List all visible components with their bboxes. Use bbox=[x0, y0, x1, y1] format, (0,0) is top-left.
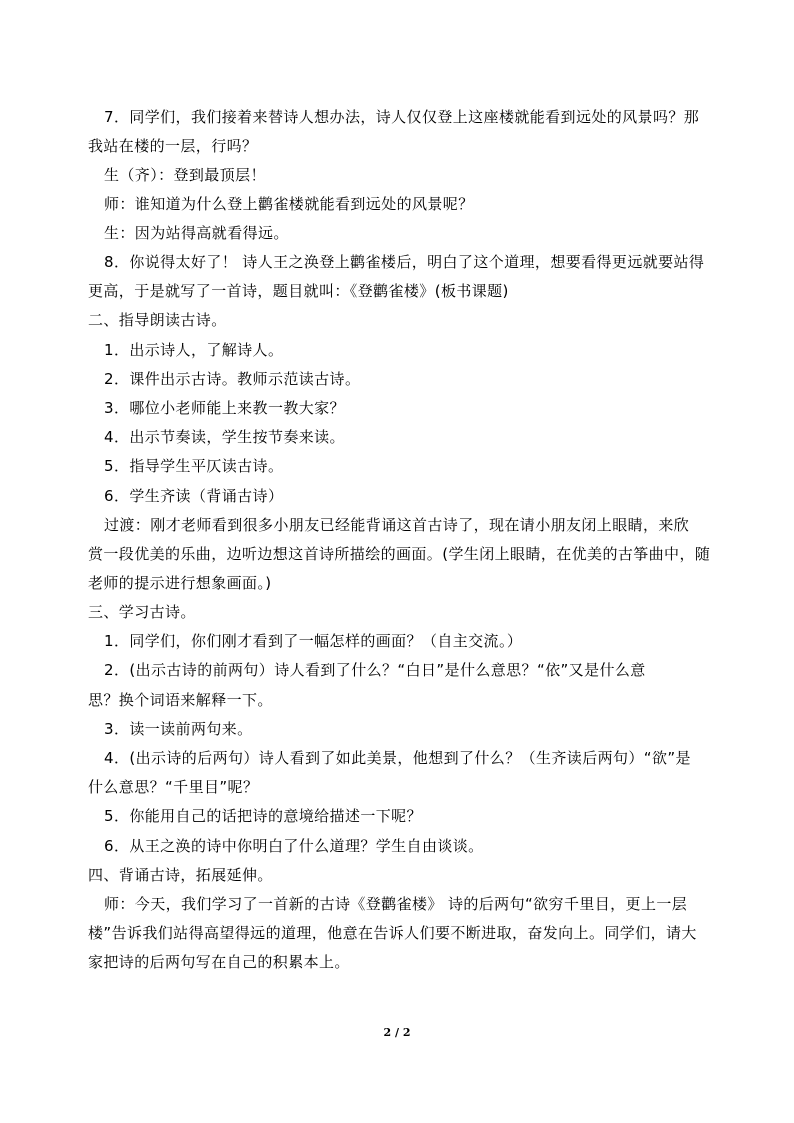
list-item: 3．哪位小老师能上来教一教大家？ bbox=[104, 399, 345, 417]
paragraph-line: 师：谁知道为什么登上鹳雀楼就能看到远处的风景呢？ bbox=[104, 195, 474, 213]
list-item: 4．出示节奏读，学生按节奏来读。 bbox=[104, 428, 345, 446]
list-item: 4．(出示诗的后两句）诗人看到了如此美景，他想到了什么？（生齐读后两句）“欲”是 bbox=[104, 749, 691, 767]
paragraph-line: 老师的提示进行想象画面。) bbox=[88, 574, 272, 592]
list-item: 6．学生齐读（背诵古诗） bbox=[104, 487, 284, 505]
list-item: 2．课件出示古诗。教师示范读古诗。 bbox=[104, 370, 361, 388]
paragraph-line: 7．同学们，我们接着来替诗人想办法，诗人仅仅登上这座楼就能看到远处的风景吗？那 bbox=[104, 108, 700, 126]
paragraph-line: 生：因为站得高就看得远。 bbox=[104, 224, 289, 242]
paragraph-line: 家把诗的后两句写在自己的积累本上。 bbox=[88, 953, 350, 971]
list-item: 3．读一读前两句来。 bbox=[104, 720, 253, 738]
page-number: 2 / 2 bbox=[383, 1026, 411, 1039]
paragraph-line: 思？换个词语来解释一下。 bbox=[88, 691, 273, 709]
paragraph-line: 过渡：刚才老师看到很多小朋友已经能背诵这首古诗了，现在请小朋友闭上眼睛，来欣 bbox=[104, 516, 690, 534]
paragraph-line: 我站在楼的一层，行吗？ bbox=[88, 137, 258, 155]
list-item: 1．同学们，你们刚才看到了一幅怎样的画面？（自主交流。） bbox=[104, 632, 523, 650]
paragraph-line: 什么意思？“千里目”呢？ bbox=[88, 778, 259, 796]
paragraph-line: 师：今天，我们学习了一首新的古诗《登鹳雀楼》 诗的后两句“欲穷千里目，更上一层 bbox=[104, 895, 688, 913]
paragraph-line: 赏一段优美的乐曲，边听边想这首诗所描绘的画面。(学生闭上眼睛，在优美的古筝曲中，随 bbox=[88, 545, 711, 563]
paragraph-line: 更高，于是就写了一首诗，题目就叫：《登鹳雀楼》(板书课题) bbox=[88, 282, 509, 300]
section-heading: 四、背诵古诗，拓展延伸。 bbox=[88, 866, 273, 884]
list-item: 5．你能用自己的话把诗的意境给描述一下呢？ bbox=[104, 807, 422, 825]
list-item: 6．从王之涣的诗中你明白了什么道理？学生自由谈谈。 bbox=[104, 837, 484, 855]
list-item: 2．(出示古诗的前两句）诗人看到了什么？“白日”是什么意思？“依”又是什么意 bbox=[104, 661, 646, 679]
paragraph-line: 8．你说得太好了！ 诗人王之涣登上鹳雀楼后，明白了这个道理，想要看得更远就要站得 bbox=[104, 253, 705, 271]
paragraph-line: 生（齐）：登到最顶层！ bbox=[104, 166, 266, 184]
section-heading: 二、指导朗读古诗。 bbox=[88, 311, 227, 329]
paragraph-line: 楼”告诉我们站得高望得远的道理，他意在告诉人们要不断进取，奋发向上。同学们，请大 bbox=[88, 924, 697, 942]
list-item: 5．指导学生平仄读古诗。 bbox=[104, 457, 284, 475]
list-item: 1．出示诗人，了解诗人。 bbox=[104, 341, 284, 359]
section-heading: 三、学习古诗。 bbox=[88, 603, 196, 621]
